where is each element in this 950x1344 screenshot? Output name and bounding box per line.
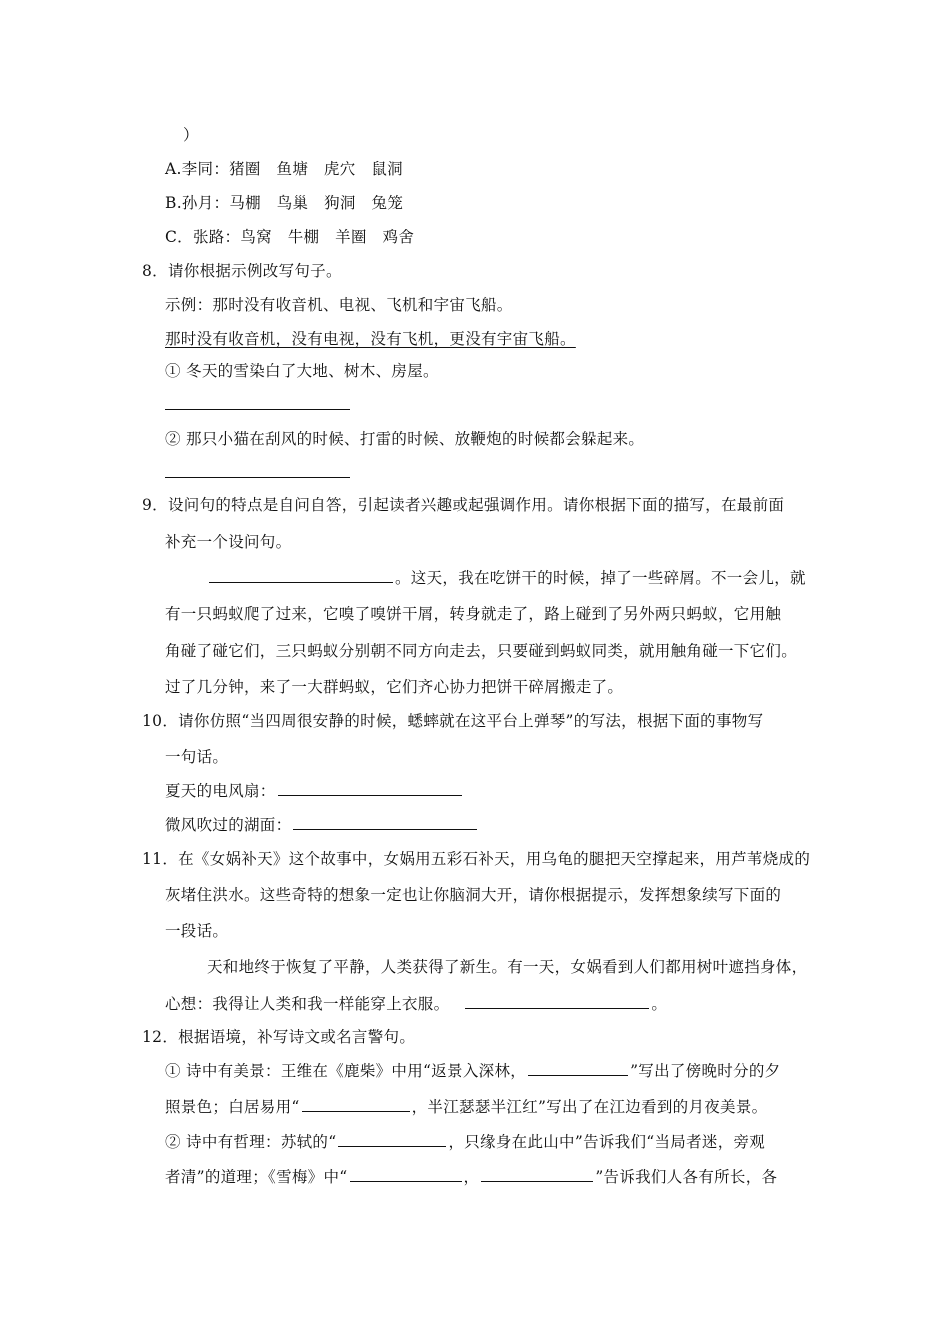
q11-number: 11．: [142, 850, 179, 868]
q10-answer-blank-2[interactable]: [293, 814, 477, 830]
q12-item-2-d: ，: [463, 1168, 480, 1186]
q12-item-2-line-1: [165, 1131, 765, 1153]
q12-item-2-c: 者清”的道理；《雪梅》中“: [165, 1168, 348, 1186]
q12-item-1-c: 照景色；白居易用“: [165, 1098, 300, 1116]
q9-number: 9．: [142, 496, 168, 514]
q8-example: 示例：那时没有收音机、电视、飞机和宇宙飞船。: [165, 296, 513, 314]
q10-prompt-1: 请你仿照“当四周很安静的时候，蟋蟀就在这平台上弹琴”的写法，根据下面的事物写: [178, 712, 764, 730]
q9-paragraph-line-2: 有一只蚂蚁爬了过来，它嗅了嗅饼干屑，转身就走了，路上碰到了另外两只蚂蚁，它用触: [165, 605, 782, 623]
q12-blank-5[interactable]: [481, 1166, 593, 1182]
q12-item-2-line-2: [165, 1166, 777, 1188]
q12-question: [142, 1026, 415, 1048]
q12-number: 12．: [142, 1028, 179, 1046]
q9-line-2: 补充一个设问句。: [165, 533, 292, 551]
q9-answer-blank[interactable]: [209, 567, 393, 583]
q12-item-1-d: ，半江瑟瑟半江红”写出了在江边看到的月夜美景。: [411, 1098, 768, 1116]
q12-item-2-b: ，只缘身在此山中”告诉我们“当局者迷，旁观: [448, 1133, 766, 1151]
q7-option-b: B.孙月：马棚 鸟巢 狗洞 兔笼: [165, 194, 404, 212]
q12-blank-4[interactable]: [350, 1166, 462, 1182]
q12-item-1-b: ”写出了傍晚时分的夕: [630, 1062, 781, 1080]
q8-prompt: 请你根据示例改写句子。: [167, 262, 342, 280]
q10-line-2: 一句话。: [165, 748, 229, 766]
q12-blank-3[interactable]: [338, 1131, 446, 1147]
q10-item-2: [165, 814, 479, 836]
q9-paragraph-line-4: 过了几分钟，来了一大群蚂蚁，它们齐心协力把饼干碎屑搬走了。: [165, 678, 624, 696]
q9-line-1: [142, 494, 784, 516]
q8-example-answer: 那时没有收音机，没有电视，没有飞机，更没有宇宙飞船。: [165, 330, 576, 348]
q10-item-2-label: 微风吹过的湖面：: [165, 816, 292, 834]
q12-item-1-a: ① 诗中有美景：王维在《鹿柴》中用“返景入深林，: [165, 1062, 527, 1080]
q10-line-1: [142, 710, 763, 732]
q9-paragraph-line-1: [207, 567, 806, 589]
q8-number: 8．: [142, 262, 168, 280]
q10-answer-blank-1[interactable]: [278, 780, 462, 796]
q12-prompt: 根据语境，补写诗文或名言警句。: [178, 1028, 416, 1046]
q12-blank-2[interactable]: [302, 1096, 410, 1112]
q8-answer-line-1[interactable]: [165, 409, 350, 410]
q12-blank-1[interactable]: [528, 1060, 628, 1076]
q9-prompt-1: 设问句的特点是自问自答，引起读者兴趣或起强调作用。请你根据下面的描写，在最前面: [167, 496, 785, 514]
q10-item-1: [165, 780, 464, 802]
q11-paragraph-tail: 。: [651, 995, 668, 1013]
q9-paragraph-tail: 。这天，我在吃饼干的时候，掉了一些碎屑。不一会儿，就: [395, 569, 806, 587]
q11-paragraph-head: 心想：我得让人类和我一样能穿上衣服。: [165, 995, 450, 1013]
q11-line-2: 灰堵住洪水。这些奇特的想象一定也让你脑洞大开，请你根据提示，发挥想象续写下面的: [165, 886, 782, 904]
q12-item-1-line-1: [165, 1060, 781, 1082]
q7-option-c: C．张路：鸟窝 牛棚 羊圈 鸡舍: [165, 228, 415, 246]
q12-item-1-line-2: [165, 1096, 767, 1118]
q11-line-1: [142, 848, 810, 870]
q10-item-1-label: 夏天的电风扇：: [165, 782, 276, 800]
q11-prompt-1: 在《女娲补天》这个故事中，女娲用五彩石补天，用乌龟的腿把天空撑起来，用芦苇烧成的: [178, 850, 811, 868]
q12-item-2-e: ”告诉我们人各有所长，各: [595, 1168, 778, 1186]
q12-item-2-a: ② 诗中有哲理：苏轼的“: [165, 1133, 337, 1151]
q9-paragraph-line-3: 角碰了碰它们，三只蚂蚁分别朝不同方向走去，只要碰到蚂蚁同类，就用触角碰一下它们。: [165, 642, 798, 660]
q8-item-2: ② 那只小猫在刮风的时候、打雷的时候、放鞭炮的时候都会躲起来。: [165, 430, 645, 448]
q8-item-1: ① 冬天的雪染白了大地、树木、房屋。: [165, 362, 439, 380]
q7-paren-close: ）: [183, 126, 199, 144]
q11-paragraph-line-1: 天和地终于恢复了平静，人类获得了新生。有一天，女娲看到人们都用树叶遮挡身体，: [207, 958, 808, 976]
q11-line-3: 一段话。: [165, 922, 229, 940]
q11-paragraph-line-2: [165, 993, 667, 1015]
q7-option-a: A.李同：猪圈 鱼塘 虎穴 鼠洞: [165, 160, 403, 178]
q8-answer-line-2[interactable]: [165, 477, 350, 478]
q11-answer-blank[interactable]: [465, 993, 649, 1009]
q8-question: [142, 260, 342, 282]
q10-number: 10．: [142, 712, 179, 730]
